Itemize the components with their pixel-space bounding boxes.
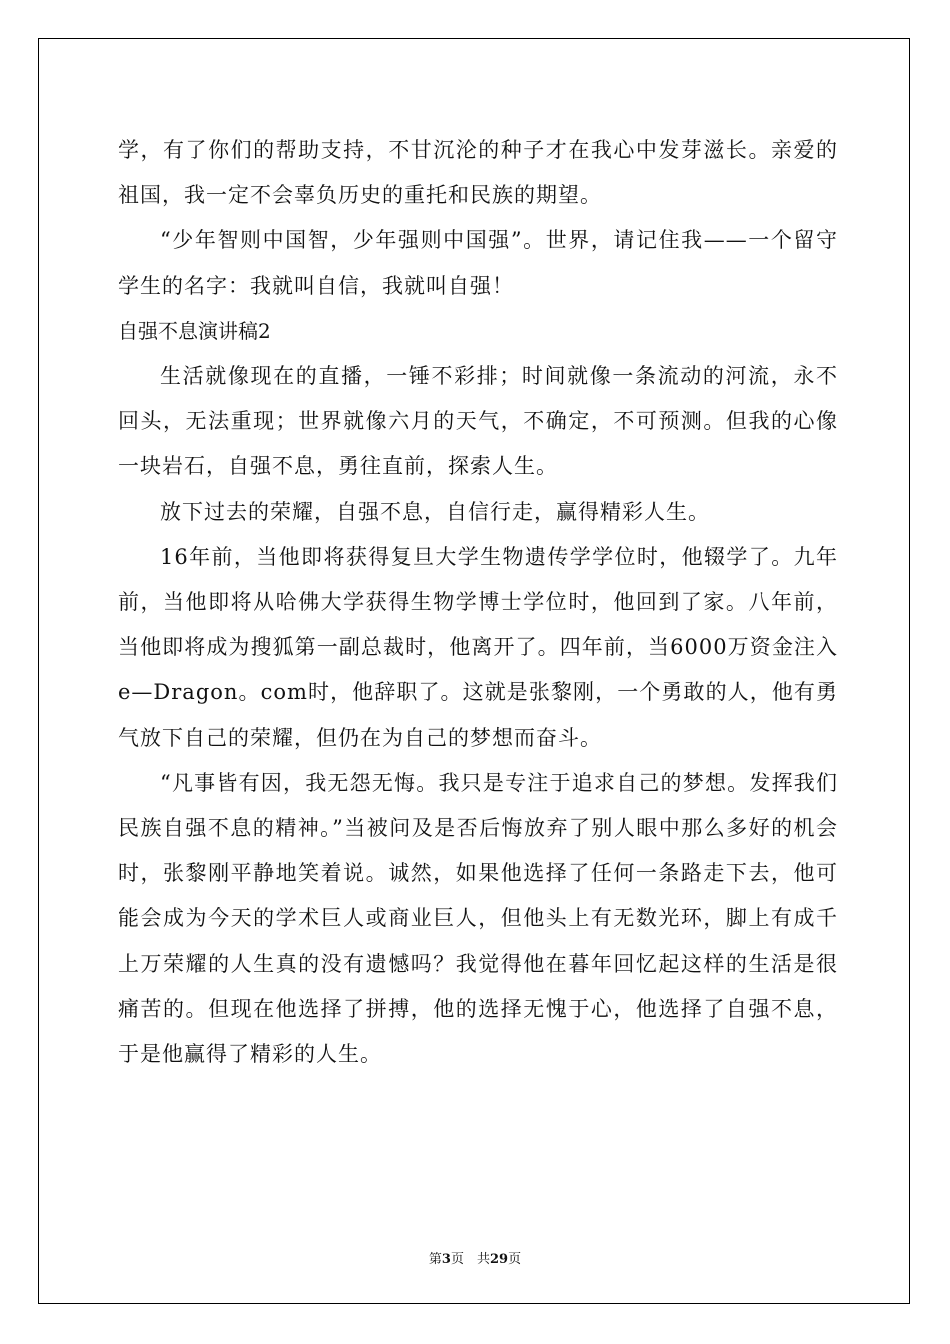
current-page-number: 3 <box>441 1252 451 1267</box>
paragraph-body-1: 生活就像现在的直播，一锤不彩排；时间就像一条流动的河流，永不回头，无法重现；世界就像六月的天气，不确定，不可预测。但我的心像一块岩石，自强不息，勇往直前，探索人生。 <box>118 364 838 479</box>
paragraph-body-4: “凡事皆有因，我无怨无悔。我只是专注于追求自己的梦想。发挥我们民族自强不息的精神。”当被问及是否后悔放弃了别人眼中那么多好的机会时，张黎刚平静地笑着说。诚然，如果他选择了任何一条路走下去，他可能会成为今天的学术巨人或商业巨人，但他头上有无数光环，脚上有成千上万荣耀的人生真的没有遗憾吗？我觉得他在暮年回忆起这样的生活是很痛苦的。但现在他选择了拼搏，他的选择无愧于心，他选择了自强不息，于是他赢得了精彩的人生。 <box>118 770 838 1067</box>
document-body <box>118 128 838 1077</box>
paragraph-continued: 学，有了你们的帮助支持，不甘沉沦的种子才在我心中发芽滋长。亲爱的祖国，我一定不会辜负历史的重托和民族的期望。 <box>118 138 838 208</box>
paragraph-quote: “少年智则中国智，少年强则中国强”。世界，请记住我——一个留守学生的名字：我就叫自信，我就叫自强！ <box>118 228 838 298</box>
total-page-number: 29 <box>489 1252 509 1267</box>
footer-prefix: 第 <box>428 1252 442 1267</box>
paragraph-body-2: 放下过去的荣耀，自强不息，自信行走，赢得精彩人生。 <box>160 499 710 524</box>
footer-suffix: 页 <box>508 1252 522 1267</box>
footer-mid: 页 共 <box>450 1252 490 1267</box>
paragraph-body-3: 16年前，当他即将获得复旦大学生物遗传学学位时，他辍学了。九年前，当他即将从哈佛大学获得生物学博士学位时，他回到了家。八年前，当他即将成为搜狐第一副总裁时，他离开了。四年前，当6000万资金注入e—Dragon。com时，他辞职了。这就是张黎刚，一个勇敢的人，他有勇气放下自己的荣耀，但仍在为自己的梦想而奋斗。 <box>118 544 838 750</box>
page-footer <box>0 1248 950 1267</box>
section-heading: 自强不息演讲稿2 <box>118 318 271 343</box>
